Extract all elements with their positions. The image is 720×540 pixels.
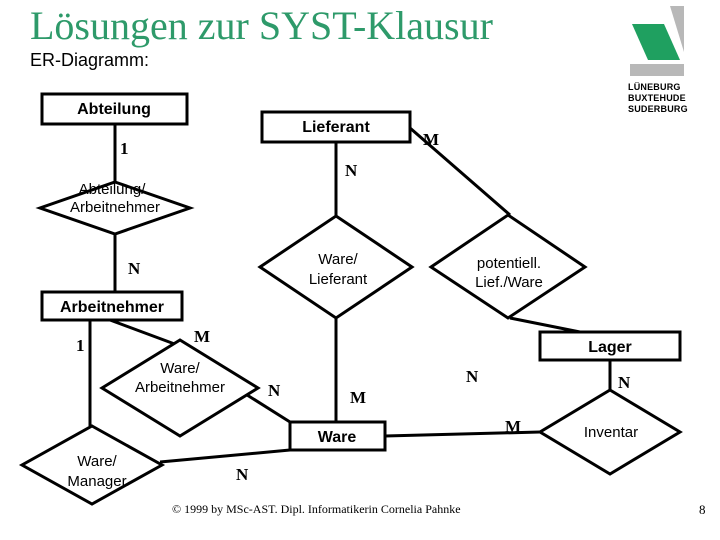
relationship-label-line2: Manager <box>67 473 127 490</box>
entity-label: Abteilung <box>77 101 151 118</box>
cardinality-arbeitnehmer-ware-m: M <box>194 327 211 346</box>
cardinality-arbeitnehmer-1: 1 <box>76 336 85 355</box>
relationship-label-line1: potentiell. <box>476 255 542 272</box>
relationship-ware-manager <box>22 426 162 504</box>
cardinality-ware-inventar-m: M <box>505 417 522 436</box>
entity-label: Arbeitnehmer <box>59 299 165 316</box>
entity-arbeitnehmer <box>42 292 182 320</box>
page-number: 8 <box>699 502 706 517</box>
relationship-inventar <box>540 390 680 474</box>
relationship-label-line1: Abteilung/ <box>78 181 146 198</box>
relationship-label-line1: Ware/ <box>318 251 358 268</box>
cardinality-potentiell-n: N <box>466 367 479 386</box>
line-manager-to-ware <box>160 450 290 462</box>
cardinality-arbeitnehmer-n: N <box>128 259 141 278</box>
entity-label: Lager <box>588 339 632 356</box>
relationship-label-line2: Arbeitnehmer <box>134 379 226 396</box>
relationship-label-line2: Arbeitnehmer <box>69 199 161 216</box>
cardinality-lager-n: N <box>618 373 631 392</box>
logo-text-line1: LÜNEBURG <box>628 82 681 92</box>
relationship-label-line2: Lief./Ware <box>475 274 543 291</box>
entity-label: Ware <box>317 429 357 446</box>
relationship-label-line1: Ware/ <box>77 453 117 470</box>
logo-text-line3: SUDERBURG <box>628 104 688 114</box>
entity-abteilung <box>42 94 187 124</box>
relationship-potentiell-lief-ware <box>431 215 585 318</box>
line-arbeitnehmer-to-ware-arb <box>110 320 180 346</box>
entity-lager <box>540 332 680 360</box>
entity-ware <box>290 422 385 450</box>
entity-label: Lieferant <box>302 119 370 136</box>
relationship-label-line1: Ware/ <box>160 360 200 377</box>
line-potentiell-to-lager <box>510 318 580 332</box>
entity-lieferant <box>262 112 410 142</box>
footer-copyright: © 1999 by MSc-AST. Dipl. Informatikerin Cornelia Pahnke <box>172 502 461 516</box>
cardinality-abteilung-1: 1 <box>120 139 129 158</box>
slide-subtitle: ER-Diagramm: <box>30 50 150 70</box>
relationship-label: Inventar <box>583 424 639 441</box>
relationship-label-line2: Lieferant <box>308 271 368 288</box>
relationship-ware-lieferant <box>260 216 412 318</box>
cardinality-manager-n: N <box>236 465 249 484</box>
relationship-ware-arbeitnehmer <box>102 340 258 436</box>
logo-text-line2: BUXTEHUDE <box>628 93 686 103</box>
cardinality-lieferant-ware-n: N <box>345 161 358 180</box>
cardinality-ware-from-lief-m: M <box>350 388 367 407</box>
cardinality-lieferant-m: M <box>423 130 440 149</box>
slide-title: Lösungen zur SYST-Klausur <box>30 3 493 48</box>
relationship-abteilung-arbeitnehmer <box>40 181 190 234</box>
cardinality-ware-arb-n: N <box>268 381 281 400</box>
